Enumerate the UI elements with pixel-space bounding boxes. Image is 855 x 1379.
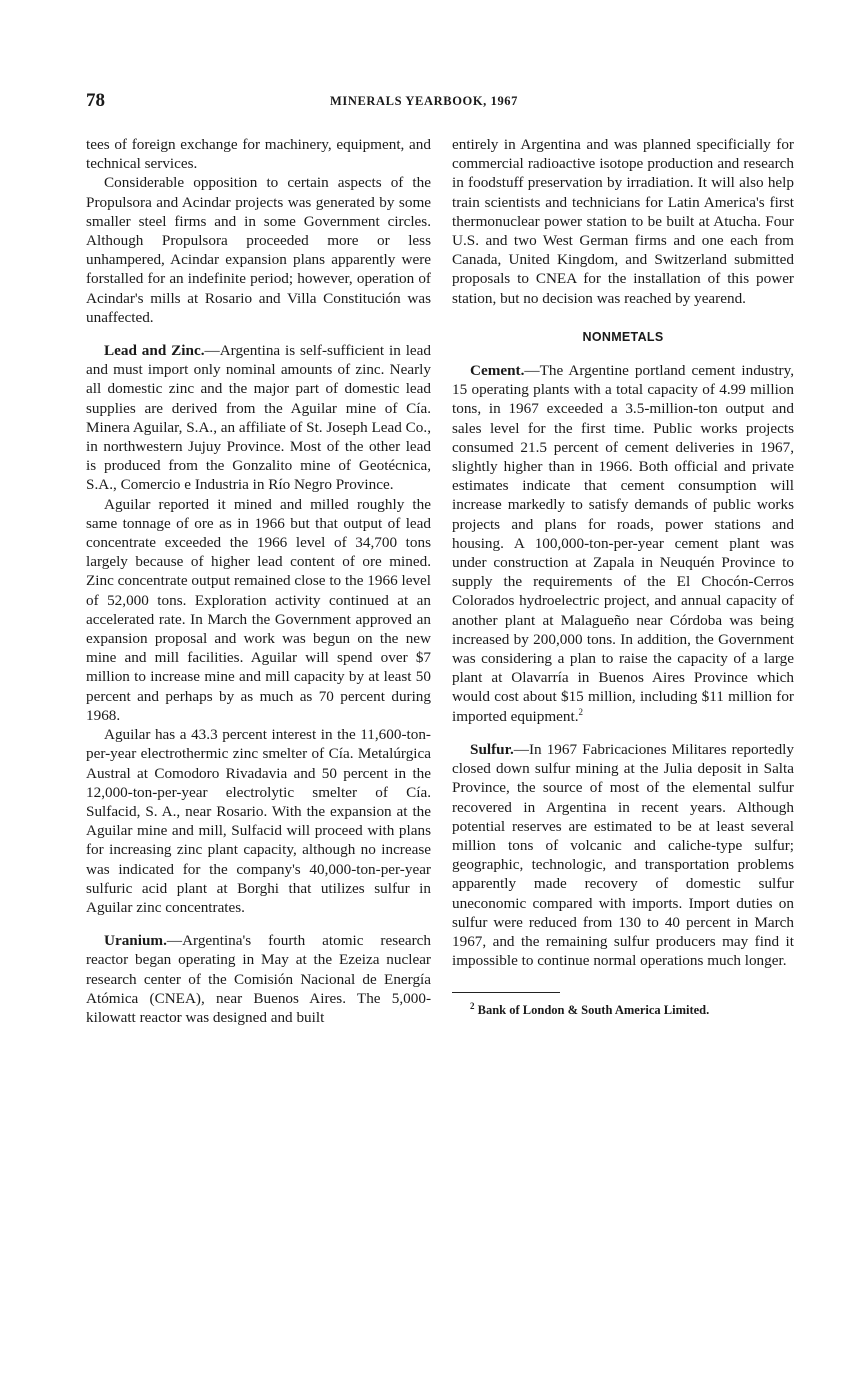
footnote-text: Bank of London & South America Limited. [477, 1003, 710, 1018]
paragraph-reactor-continuation: entirely in Argentina and was planned specificially for commercial radioactive isotope production and research in foodstuff preservation by irradiation. It will also help train scientists and technicians for Latin America's first thermonuclear power station to be built at Atucha. Four U.S. and two West German firms and one each from Canada, United Kingdom, and Switzerland submitted proposals to CNEA for the installation of this power station, but no decision was reached by yearend. [452, 136, 794, 307]
sulfur-text: —In 1967 Fabricaciones Militares reportedly closed down sulfur mining at the Julia deposit in Salta Province, the source of most of the elemental sulfur recovered in Argentina in recent years. Although potential reserves are estimated to be at least several million tons of volcanic and caliche-type sulfur; geographic, technologic, and transportation problems apparently made recovery of domestic sulfur uneconomic compared with imports. Import duties on sulfur were reduced from 130 to 40 percent in March 1967, and the remaining sulfur producers may find it impossible to continue normal operations much longer. [452, 740, 794, 970]
footnote-reference: 2 [578, 706, 584, 717]
cement-heading: Cement. [470, 362, 525, 380]
sulfur-heading: Sulfur. [470, 740, 514, 758]
paragraph-aguilar-output: Aguilar reported it mined and milled roughly the same tonnage of ore as in 1966 but that output of lead concentrate exceeded the 1966 level of 34,700 tons largely because of higher lead content of ore mined. Zinc concentrate output remained close to the 1966 level of 52,000 tons. Exploration activity continued at an accelerated rate. In March the Government approved an expansion proposal and work was begun on the new mine and mill facilities. Aguilar will spend over $7 million to increase mine and mill capacity by at least 50 percent and perhaps by as much as 70 percent during 1968. [86, 495, 431, 724]
footnote [452, 1001, 794, 1020]
section-heading-nonmetals: NONMETALS [582, 329, 664, 344]
lead-zinc-heading: Lead and Zinc. [104, 342, 205, 360]
paragraph-lead-zinc [86, 341, 431, 495]
uranium-heading: Uranium. [104, 932, 167, 950]
left-column [86, 135, 431, 1027]
right-column [452, 135, 794, 1021]
page-number: 78 [86, 90, 105, 111]
running-head: MINERALS YEARBOOK, 1967 [330, 94, 519, 108]
uranium-text: —Argentina's fourth atomic research reactor began operating in May at the Ezeiza nuclear research center of the Comisión Nacional de Energía Atómica (CNEA), near Buenos Aires. The 5,000-kilowatt reactor was designed and built [86, 932, 431, 1026]
paragraph-sulfur [452, 740, 794, 970]
paragraph-opposition: Considerable opposition to certain aspects of the Propulsora and Acindar projects was generated by some smaller steel firms and in some Government circles. Although Propulsora proceeded more or less unhampered, Acindar expansion plans apparently were forstalled for an indefinite period; however, operation of Acindar's mills at Rosario and Villa Constitución was unaffected. [86, 174, 431, 326]
cement-text: —The Argentine portland cement industry, 15 operating plants with a total capacity of 4.99 million tons, in 1967 exceeded a 3.5-million-ton output and sales level for the first time. Public works projects consumed 21.5 percent of cement deliveries in 1967, slightly higher than in 1966. Both official and private estimates indicate that cement consumption will increase markedly to satisfy demands of public works projects and plans for roads, power stations and housing. A 100,000-ton-per-year cement plant was under construction at Zapala in Neuquén Province to supply the requirements of the El Chocón-Cerros Colorados hydroelectric project, and annual capacity of another plant at Malagueño near Córdoba was being increased by 200,000 tons. In addition, the Government was considering a plan to raise the capacity of a large plant at Olavarría in Buenos Aires Province which would cost about $15 million, including $11 million for imported equipment. [452, 362, 794, 725]
paragraph-uranium [86, 931, 431, 1027]
footnote-marker: 2 [470, 1001, 475, 1012]
paragraph-cement [452, 361, 794, 726]
lead-zinc-text: —Argentina is self-sufficient in lead and must import only nominal amounts of zinc. Nearly all domestic zinc and the major part of domestic lead supplies are derived from the Aguilar mine of Cía. Minera Aguilar, S.A., an affiliate of St. Joseph Lead Co., in northwestern Jujuy Province. Most of the other lead is produced from the Gonzalito mine of Geotécnica, S.A., Comercio e Industria in Río Negro Province. [86, 342, 432, 494]
paragraph-continuation: tees of foreign exchange for machinery, equipment, and technical services. [86, 136, 431, 173]
paragraph-aguilar-interest: Aguilar has a 43.3 percent interest in the 11,600-ton-per-year electrothermic zinc smelter of Cía. Metalúrgica Austral at Comodoro Rivadavia and 50 percent in the 12,000-ton-per-year electrolytic smelter of Cía. Sulfacid, S. A., near Rosario. With the expansion at the Aguilar mine and mill, Sulfacid will proceed with plans for increasing zinc plant capacity, although no increase was indicated for the company's 40,000-ton-per-year sulfuric acid plant at Borghi that utilizes sulfur in Aguilar zinc concentrates. [86, 726, 431, 916]
footnote-divider [452, 992, 560, 993]
